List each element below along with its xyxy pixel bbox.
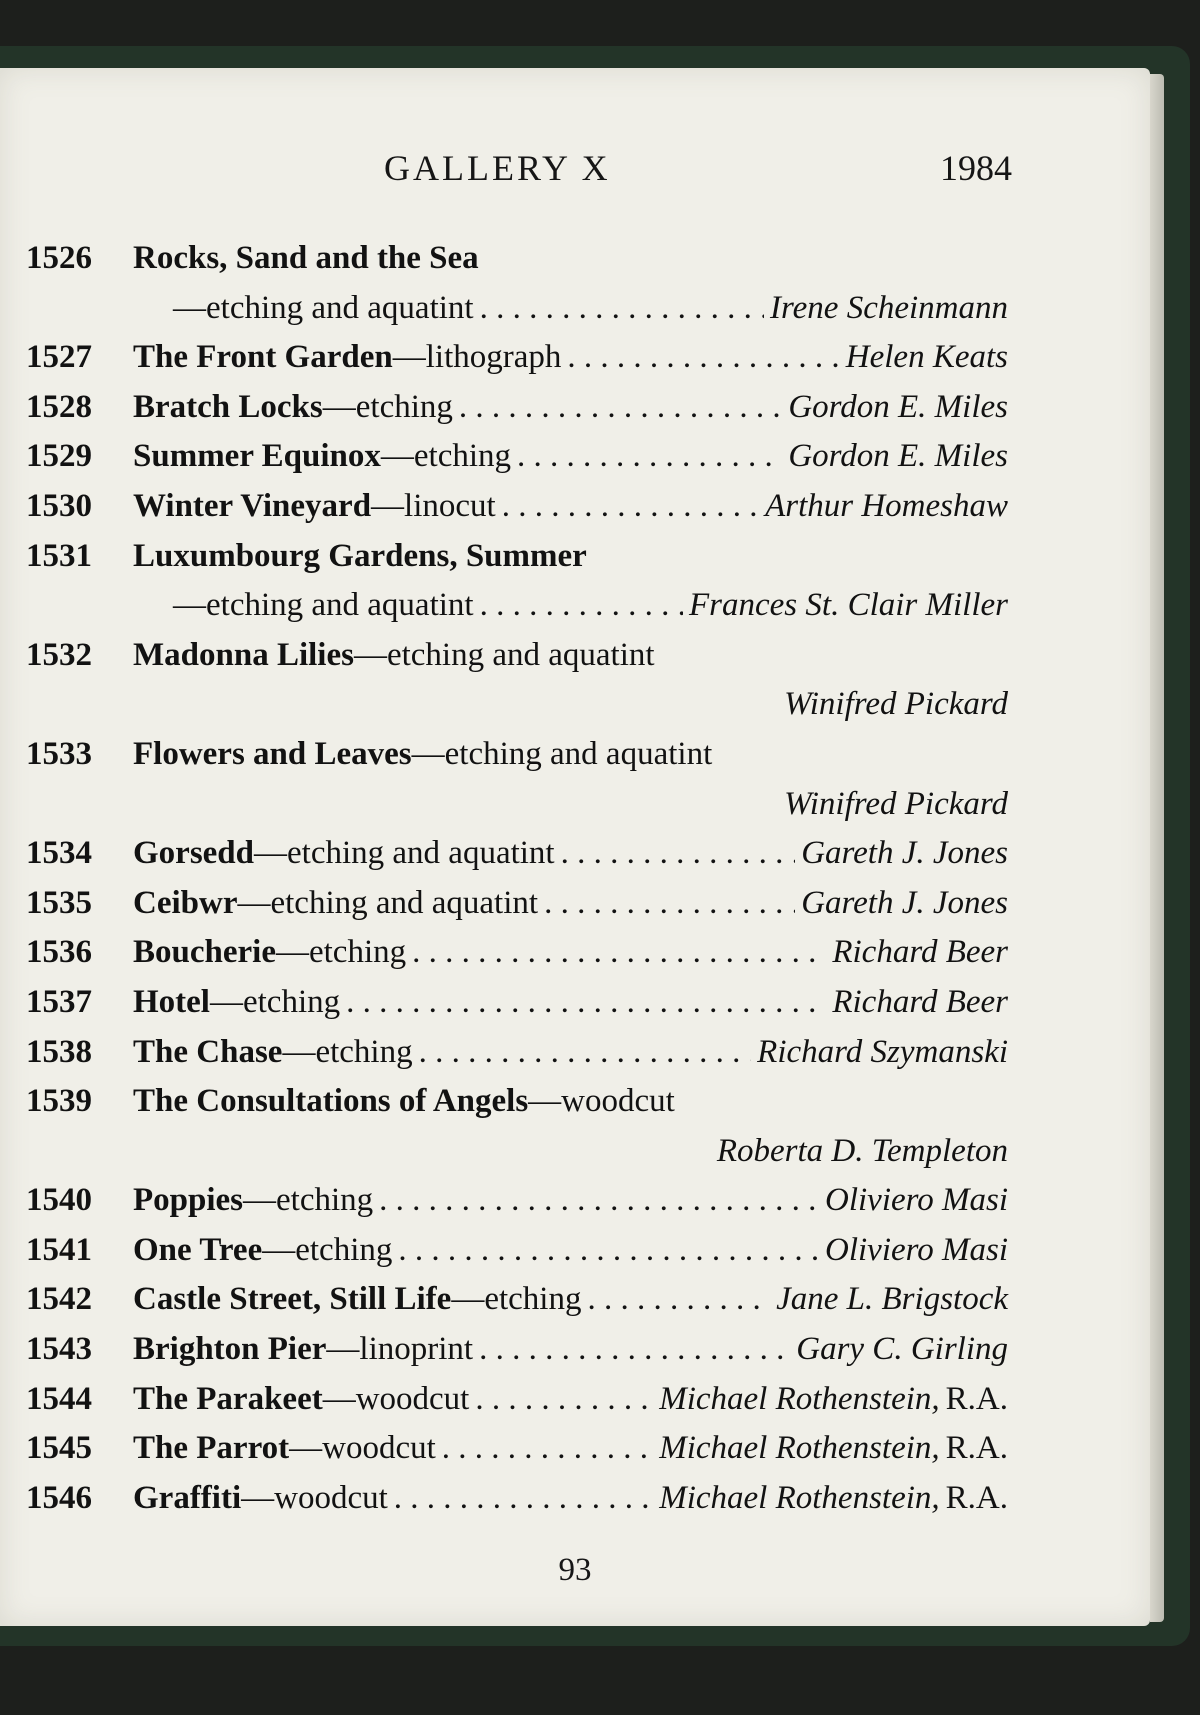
artwork-title: Luxumbourg Gardens, Summer [133, 537, 587, 574]
artist-honour: R.A. [945, 1380, 1008, 1417]
artwork-title: Bratch Locks [133, 388, 323, 425]
dot-leader [587, 1275, 770, 1325]
dot-leader [567, 333, 839, 383]
catalogue-line [0, 1424, 1150, 1474]
entry-text [173, 581, 1008, 631]
catalogue-number: 1528 [26, 388, 92, 425]
catalogue-number: 1536 [26, 934, 92, 971]
catalogue-number: 1533 [26, 735, 92, 772]
dot-leader [412, 928, 826, 978]
artwork-medium: —etching and aquatint [173, 289, 474, 326]
artist-name: Michael Rothenstein, [659, 1430, 940, 1467]
artwork-title: Brighton Pier [133, 1331, 327, 1368]
artist-name: Roberta D. Templeton [716, 1132, 1008, 1169]
artwork-medium: —etching [209, 983, 341, 1020]
artwork-medium: —etching [282, 1033, 413, 1070]
artwork-title: Summer Equinox [133, 438, 381, 475]
catalogue-number: 1531 [26, 537, 92, 574]
entry-text [133, 1424, 1008, 1474]
catalogue-line [0, 978, 1150, 1028]
entry-text [133, 234, 1008, 284]
artwork-medium: —etching and aquatint [411, 735, 713, 772]
dot-leader [561, 829, 796, 879]
artwork-title: Ceibwr [133, 884, 238, 921]
entry-text [133, 631, 1008, 681]
artwork-title: Hotel [133, 983, 210, 1020]
artist-honour: R.A. [945, 1479, 1008, 1516]
artwork-title: Castle Street, Still Life [133, 1281, 452, 1318]
artwork-title: Rocks, Sand and the Sea [133, 240, 479, 276]
catalogue-line [0, 1325, 1150, 1375]
artist-name: Winifred Pickard [784, 686, 1008, 723]
entry-text [133, 1275, 1008, 1325]
dot-leader [379, 1176, 819, 1226]
artist-name: Oliviero Masi [825, 1231, 1008, 1268]
catalogue-line [0, 928, 1150, 978]
entry-text [133, 333, 1008, 383]
dot-leader [517, 432, 782, 482]
entry-text [133, 1127, 1008, 1177]
artist-name: Gareth J. Jones [801, 835, 1008, 872]
artist-name: Gary C. Girling [796, 1331, 1008, 1368]
artwork-medium: —woodcut [528, 1083, 675, 1120]
catalogue-line [0, 1474, 1150, 1524]
entry-text [133, 532, 1008, 582]
artwork-medium: —woodcut [241, 1479, 388, 1516]
catalogue-line [0, 879, 1150, 929]
entry-text [133, 1226, 1008, 1276]
artwork-title: Gorsedd [133, 835, 255, 872]
catalogue-line [0, 284, 1150, 334]
entry-text [133, 680, 1008, 730]
artwork-medium: —etching [451, 1281, 582, 1318]
entry-text [133, 1077, 1008, 1127]
artist-name: Gordon E. Miles [788, 438, 1008, 475]
catalogue-line [0, 333, 1150, 383]
catalogue-line [0, 829, 1150, 879]
artwork-title: Poppies [133, 1182, 244, 1219]
artist-name: Jane L. Brigstock [776, 1281, 1008, 1318]
catalogue-line [0, 1226, 1150, 1276]
artwork-title: The Front Garden [133, 339, 393, 376]
catalogue-line [0, 532, 1150, 582]
dot-leader [475, 1375, 653, 1425]
catalogue-entries [0, 234, 1150, 1523]
artist-honour: R.A. [945, 1430, 1008, 1467]
dot-leader [502, 482, 759, 532]
catalogue-line [0, 581, 1150, 631]
page-number: 93 [558, 1552, 592, 1588]
catalogue-line [0, 631, 1150, 681]
dot-leader [479, 1325, 790, 1375]
artwork-medium: —linocut [371, 487, 496, 524]
artist-name: Frances St. Clair Miller [689, 587, 1008, 624]
entry-text [133, 1325, 1008, 1375]
catalogue-number: 1534 [26, 835, 92, 872]
catalogue-number: 1540 [26, 1182, 92, 1219]
artwork-medium: —etching and aquatint [254, 835, 555, 872]
artwork-title: The Parrot [133, 1430, 290, 1467]
artist-name: Richard Beer [832, 934, 1008, 971]
artwork-medium: —linoprint [326, 1331, 474, 1368]
catalogue-line [0, 1028, 1150, 1078]
artwork-medium: —etching [322, 388, 453, 425]
catalogue-line [0, 482, 1150, 532]
artist-name: Richard Szymanski [757, 1033, 1008, 1070]
catalogue-number: 1546 [26, 1479, 92, 1516]
artist-name: Gareth J. Jones [801, 884, 1008, 921]
artwork-medium: —etching [380, 438, 512, 475]
entry-text [133, 730, 1008, 780]
catalogue-line [0, 234, 1150, 284]
artist-name: Helen Keats [845, 339, 1008, 376]
catalogue-line [0, 1077, 1150, 1127]
catalogue-line [0, 730, 1150, 780]
artist-name: Michael Rothenstein, [659, 1380, 940, 1417]
catalogue-line [0, 432, 1150, 482]
dot-leader [394, 1474, 653, 1524]
catalogue-number: 1538 [26, 1033, 92, 1070]
dot-leader [346, 978, 826, 1028]
entry-text [133, 1375, 1008, 1425]
artwork-medium: —woodcut [322, 1380, 470, 1417]
artwork-medium: —woodcut [289, 1430, 436, 1467]
entry-text [173, 284, 1008, 334]
artwork-medium: —etching [262, 1231, 393, 1268]
catalogue-number: 1541 [26, 1231, 92, 1268]
artwork-title: Winter Vineyard [133, 487, 372, 524]
artwork-medium: —etching and aquatint [173, 587, 474, 624]
dot-leader [459, 383, 782, 433]
catalogue-number: 1529 [26, 438, 92, 475]
catalogue-line [0, 1127, 1150, 1177]
catalogue-number: 1545 [26, 1430, 92, 1467]
artwork-title: The Consultations of Angels [133, 1083, 529, 1120]
catalogue-number: 1539 [26, 1083, 92, 1120]
catalogue-line [0, 1375, 1150, 1425]
header-year: 1984 [940, 148, 1012, 188]
entry-text [133, 432, 1008, 482]
artwork-medium: —etching and aquatint [237, 884, 539, 921]
dot-leader [480, 581, 683, 631]
entry-text [133, 1176, 1008, 1226]
artist-name: Gordon E. Miles [788, 388, 1008, 425]
artwork-medium: —etching [275, 934, 407, 971]
catalogue-line [0, 1176, 1150, 1226]
entry-text [133, 928, 1008, 978]
entry-text [133, 1474, 1008, 1524]
catalogue-line [0, 680, 1150, 730]
entry-text [133, 482, 1008, 532]
artwork-title: The Chase [133, 1033, 283, 1070]
entry-text [133, 780, 1008, 830]
artwork-medium: —etching [243, 1182, 374, 1219]
dot-leader [544, 879, 795, 929]
catalogue-number: 1526 [26, 240, 92, 276]
artwork-title: Flowers and Leaves [133, 735, 412, 772]
artist-name: Michael Rothenstein, [659, 1479, 940, 1516]
page-edge [1150, 74, 1164, 1622]
entry-text [133, 1028, 1008, 1078]
dot-leader [442, 1424, 653, 1474]
artist-name: Arthur Homeshaw [765, 487, 1008, 524]
catalogue-line [0, 780, 1150, 830]
artist-name: Oliviero Masi [825, 1182, 1008, 1219]
artist-name: Winifred Pickard [784, 785, 1008, 822]
catalogue-line [0, 1275, 1150, 1325]
artwork-title: The Parakeet [133, 1380, 323, 1417]
entry-text [133, 879, 1008, 929]
catalogue-number: 1530 [26, 487, 92, 524]
artwork-medium: —etching and aquatint [353, 636, 655, 673]
catalogue-number: 1535 [26, 884, 92, 921]
catalogue-number: 1537 [26, 983, 92, 1020]
catalogue-number: 1532 [26, 636, 92, 673]
catalogue-line [0, 383, 1150, 433]
entry-text [133, 978, 1008, 1028]
catalogue-number: 1542 [26, 1281, 92, 1318]
artist-name: Irene Scheinmann [770, 289, 1008, 326]
gallery-title: GALLERY X [384, 148, 611, 188]
dot-leader [480, 284, 764, 334]
artwork-medium: —lithograph [392, 339, 562, 376]
catalogue-number: 1544 [26, 1380, 92, 1417]
artwork-title: Madonna Lilies [133, 636, 354, 673]
dot-leader [398, 1226, 819, 1276]
catalogue-number: 1543 [26, 1331, 92, 1368]
running-header [0, 147, 1150, 195]
catalogue-number: 1527 [26, 339, 92, 376]
dot-leader [419, 1028, 752, 1078]
entry-text [133, 383, 1008, 433]
artist-name: Richard Beer [832, 983, 1008, 1020]
artwork-title: One Tree [133, 1231, 263, 1268]
entry-text [133, 829, 1008, 879]
artwork-title: Graffiti [133, 1479, 242, 1516]
artwork-title: Boucherie [133, 934, 276, 971]
